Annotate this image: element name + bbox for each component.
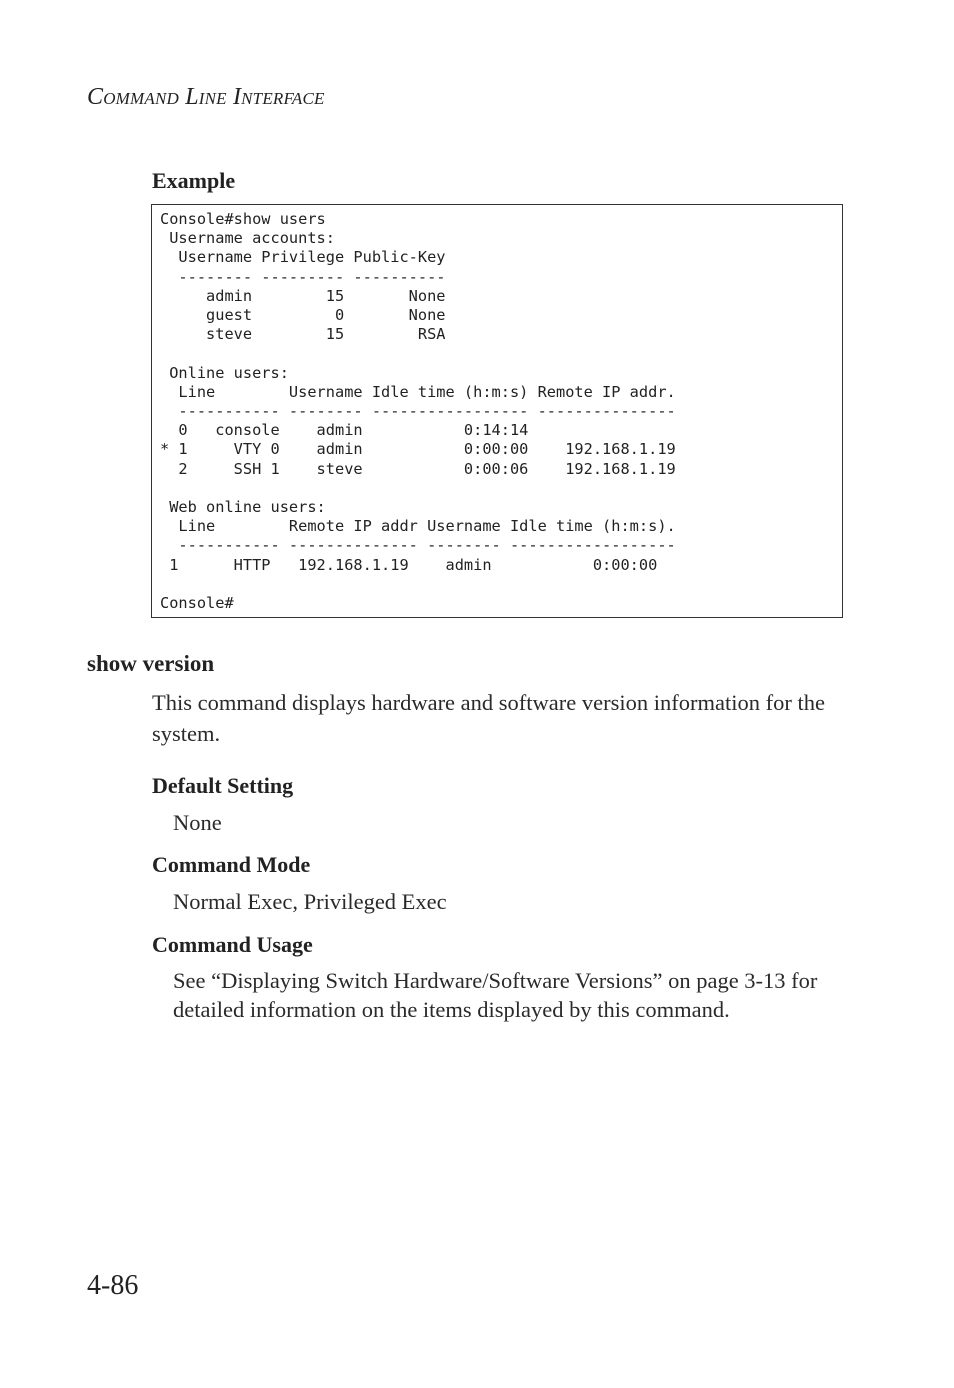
command-title: show version <box>87 651 215 676</box>
code-line: -------- --------- ---------- <box>160 267 446 286</box>
code-line: ----------- -------- ----------------- --------------- <box>160 402 676 421</box>
command-description: This command displays hardware and software version information for the system. <box>152 690 825 746</box>
command-usage-text: See “Displaying Switch Hardware/Software Versions” on page 3-13 for detailed information on the items displayed by this command. <box>173 968 818 1022</box>
command-usage-heading: Command Usage <box>152 932 313 957</box>
command-mode-heading: Command Mode <box>152 852 311 877</box>
code-line: 2 SSH 1 steve 0:00:06 192.168.1.19 <box>160 459 676 478</box>
code-line: guest 0 None <box>160 306 446 325</box>
code-line: Line Remote IP addr Username Idle time (h:m:s). <box>160 517 676 536</box>
default-setting-heading: Default Setting <box>152 773 294 798</box>
code-line: Line Username Idle time (h:m:s) Remote IP addr. <box>160 382 676 401</box>
code-line: 0 console admin 0:14:14 <box>160 421 529 440</box>
code-line: Online users: <box>160 363 289 382</box>
code-line: Console#show users <box>160 210 326 228</box>
example-heading: Example <box>152 168 236 193</box>
code-line: admin 15 None <box>160 286 446 305</box>
code-line: Username Privilege Public-Key <box>160 248 446 267</box>
code-line: * 1 VTY 0 admin 0:00:00 192.168.1.19 <box>160 440 676 459</box>
code-line: 1 HTTP 192.168.1.19 admin 0:00:00 <box>160 555 658 574</box>
code-line: ----------- -------------- -------- ------------------ <box>160 536 676 555</box>
code-line: steve 15 RSA <box>160 325 446 344</box>
running-head: Command Line Interface <box>87 84 325 110</box>
default-setting-value: None <box>173 810 222 835</box>
code-example <box>160 210 676 613</box>
page-number: 4-86 <box>87 1270 139 1301</box>
code-example-box <box>151 204 843 618</box>
code-line: Username accounts: <box>160 229 335 248</box>
code-line: Web online users: <box>160 498 326 517</box>
code-line: Console# <box>160 594 234 613</box>
command-mode-value: Normal Exec, Privileged Exec <box>173 889 447 914</box>
